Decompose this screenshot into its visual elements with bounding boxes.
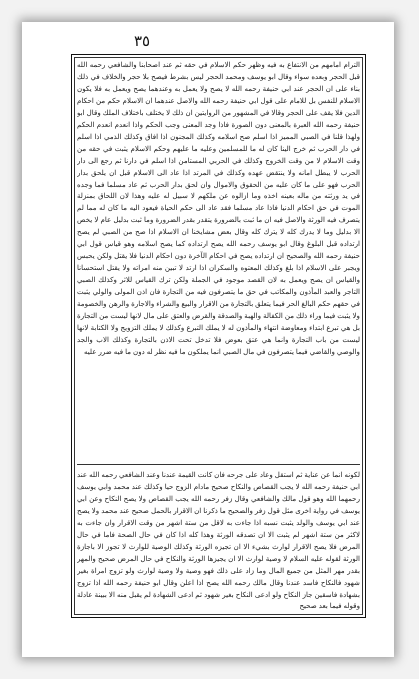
page-number: ٣٥ [133,32,151,50]
scanned-page [22,22,394,657]
section-divider [77,464,360,465]
lower-text-block [77,469,360,613]
upper-paragraph: الترام امامهم من الانتفاع به فيه وظهر حكم الاسلام في حقه ثم عند اصحابنا والشافعي رحمه الله قبل الحجر وبعده سواء وقال ابو يوسف ومحمد الحجر ليس بشرط فيصح بلا حجر والخلاف في ذلك بناء على ان الحجر عند ابي حنيفة رحمه الله لا يصح ولا يعمل به وعندهما يصح ويعمل به فلا يكون الاسلام للنفس بل للامام على قول ابي حنيفة رحمه الله والاصل عندهما ان الاسلام حكم من احكام الدين فلا يقف على الحجر وقالا في المشهور من الروايتين ان ذلك لا يختلف باختلاف الملك وقال ابو حنيفة رحمه الله العبرة بالمعنى دون الصورة فاذا وجد المعنى وجب الحكم واذا انعدم انعدم الحكم ولهذا قلنا في الصبي المميز اذا اسلم صح اسلامه وكذلك المجنون اذا افاق وكذلك الذمي اذا اسلم في دار الحرب ثم خرج الينا كان له ما للمسلمين وعليه ما عليهم وحكم الاسلام يثبت في حقه من وقت الاسلام لا من وقت الخروج وكذلك في الحربي المستامن اذا اسلم في دارنا ثم رجع الى دار الحرب لا يبطل امانه ولا ينتقض عهده وكذلك في المرتد اذا عاد الى الاسلام قبل ان يلحق بدار الحرب فهو على ما كان عليه من الحقوق والاموال وان لحق بدار الحرب ثم عاد مسلما فما وجده في يد ورثته من ماله بعينه اخذه وما ازالوه عن ملكهم لا سبيل له عليه وهذا لان اللحاق بمنزلة الموت في حق احكام الدنيا فاذا عاد مسلما فقد عاد الى حكم الحياة فيعود اليه ما كان له مما لم يتصرف فيه الورثة والاصل فيه ان ما ثبت بالضرورة يتقدر بقدر الضرورة وما ثبت بدليل عام لا يخص الا بدليل وما لا يدرك كله لا يترك كله وقال بعض مشايخنا ان الاسلام اذا صح من الصبي لم يصح ارتداده قبل البلوغ وقال ابو يوسف رحمه الله يصح ارتداده كما يصح اسلامه وهو قياس قول ابي حنيفة رحمه الله والصحيح ان ارتداده يصح في احكام الآخرة دون احكام الدنيا فلا يقتل ولكن يحبس ويجبر على الاسلام اذا بلغ وكذلك المعتوه والسكران اذا ارتد لا تبين منه امراته ولا يقتل استحسانا والقياس ان يصح ويعمل به لان القصد موجود في الجملة ولكن ترك القياس للاثر وكذلك الصبي التاجر والعبد المأذون والمكاتب في حق ما يتصرفون فيه من التجارة فان اذن المولى والولي يثبت في حقهم حكم البالغ الحر فيما يتعلق بالتجارة من الاقرار والبيع والشراء والاجارة والرهن والخصومة ولا يثبت فيما وراء ذلك من الكفالة والهبة والصدقة والقرض والعتق على مال لانها ليست من التجارة بل هي تبرع ابتداء ومعاوضة انتهاء والمأذون له لا يملك التبرع وكذلك لا يملك التزويج ولا الكتابة لانها ليست من باب التجارة وانما هي عتق بعوض فلا تدخل تحت الاذن بالتجارة وكذلك الاب والجد والوصي والقاضي فيما يتصرفون في مال الصبي انما يملكون ما فيه نظر له دون ما فيه ضرر عليه [77,60,360,356]
text-frame [71,54,366,618]
lower-paragraph: لكونه انما عن عناية ثم استقل وعاد على جرحه فان كانت القيمة عندنا وعند الشافعي رحمه الله عند ابي حنيفة رحمه الله لا يجب القصاص والنكاح صحيح مادام الزوج حيا وكذلك عند محمد وابي يوسف رحمهما الله وهو قول مالك والشافعي وقال زفر رحمه الله يجب القصاص ولا يصح النكاح وعن ابي يوسف في رواية اخرى مثل قول زفر والصحيح ما ذكرنا ان الاقرار بالحمل صحيح عند محمد ولا يصح عند ابي يوسف والولد يثبت نسبه اذا جاءت به لاقل من ستة اشهر من وقت الاقرار وان جاءت به لاكثر من ستة اشهر لم يثبت الا ان تصدقه الورثة وهذا كله اذا كان في حال الصحة فاما في حال المرض فلا يصح الاقرار لوارث بشيء الا ان تجيزه الورثة وكذلك الوصية للوارث لا تجوز الا باجازة الورثة لقوله عليه السلام لا وصية لوارث الا ان يجيزها الورثة والنكاح في حال المرض صحيح والمهر بقدر مهر المثل من جميع المال وما زاد على ذلك فهو وصية ولا وصية لوارث ولو تزوج امراة بغير شهود فالنكاح فاسد عندنا وقال مالك رحمه الله يصح اذا اعلن وقال ابو حنيفة رحمه الله اذا تزوج بشهادة فاسقين جاز النكاح ولو ادعى النكاح بغير شهود ثم ادعى الشهادة لم يقبل منه الا ببينة عادلة وقوله فيما بعد صحيح [77,470,360,611]
